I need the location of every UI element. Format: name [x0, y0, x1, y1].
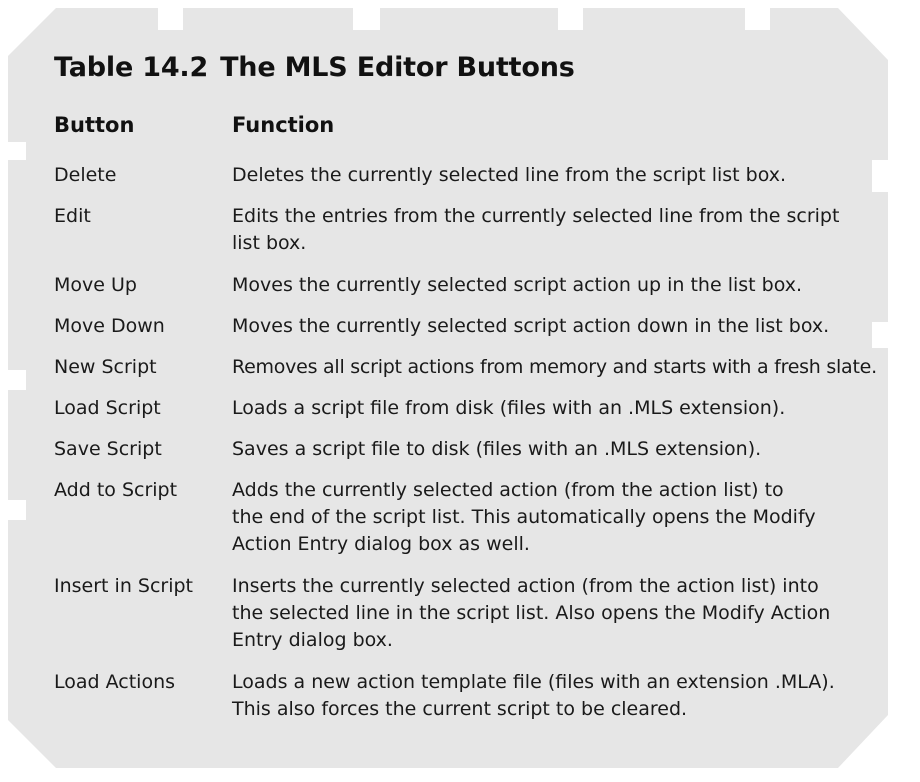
column-header-button: Button — [54, 113, 135, 137]
row-button-name: Insert in Script — [54, 575, 194, 597]
row-button-name: Delete — [54, 164, 117, 186]
row-button-name: Add to Script — [54, 479, 178, 501]
row-function-line: Adds the currently selected action (from the action list) to — [232, 479, 784, 501]
row-function — [232, 203, 854, 257]
row-function — [232, 162, 854, 189]
row-function-line: Moves the currently selected script action up in the list box. — [232, 274, 803, 296]
row-function — [232, 354, 877, 381]
row-function-line: Action Entry dialog box as well. — [232, 533, 530, 555]
row-button-name: Load Script — [54, 397, 161, 419]
row-function-line: Saves a script file to disk (files with an .MLS extension). — [232, 438, 762, 460]
row-function-line: the end of the script list. This automatically opens the Modify — [232, 506, 816, 528]
row-function — [232, 436, 854, 463]
row-button-name: Load Actions — [54, 671, 176, 693]
row-function — [232, 669, 854, 723]
row-function-line: the selected line in the script list. Also opens the Modify Action — [232, 602, 831, 624]
table-title — [54, 52, 575, 83]
row-function-line: Edits the entries from the currently selected line from the script — [232, 205, 840, 227]
table-title-text: The MLS Editor Buttons — [220, 52, 575, 83]
row-function-line: Removes all script actions from memory and starts with a fresh slate. — [232, 356, 877, 378]
row-button-name: Move Up — [54, 274, 137, 296]
row-function-line: Loads a script file from disk (files with an .MLS extension). — [232, 397, 786, 419]
row-function-line: list box. — [232, 232, 307, 254]
row-button-name: Edit — [54, 205, 91, 227]
row-function-line: Inserts the currently selected action (from the action list) into — [232, 575, 819, 597]
row-function-line: Moves the currently selected script action down in the list box. — [232, 315, 830, 337]
row-function-line: Deletes the currently selected line from the script list box. — [232, 164, 787, 186]
row-function — [232, 573, 854, 654]
row-function — [232, 477, 854, 558]
row-function — [232, 395, 854, 422]
row-function-line: This also forces the current script to be cleared. — [232, 698, 688, 720]
row-button-name: Move Down — [54, 315, 165, 337]
row-function-line: Loads a new action template file (files with an extension .MLA). — [232, 671, 835, 693]
table-number: Table 14.2 — [54, 52, 209, 83]
row-function — [232, 272, 854, 299]
row-button-name: New Script — [54, 356, 157, 378]
row-button-name: Save Script — [54, 438, 162, 460]
column-header-function: Function — [232, 113, 335, 137]
row-function — [232, 313, 854, 340]
row-function-line: Entry dialog box. — [232, 629, 393, 651]
